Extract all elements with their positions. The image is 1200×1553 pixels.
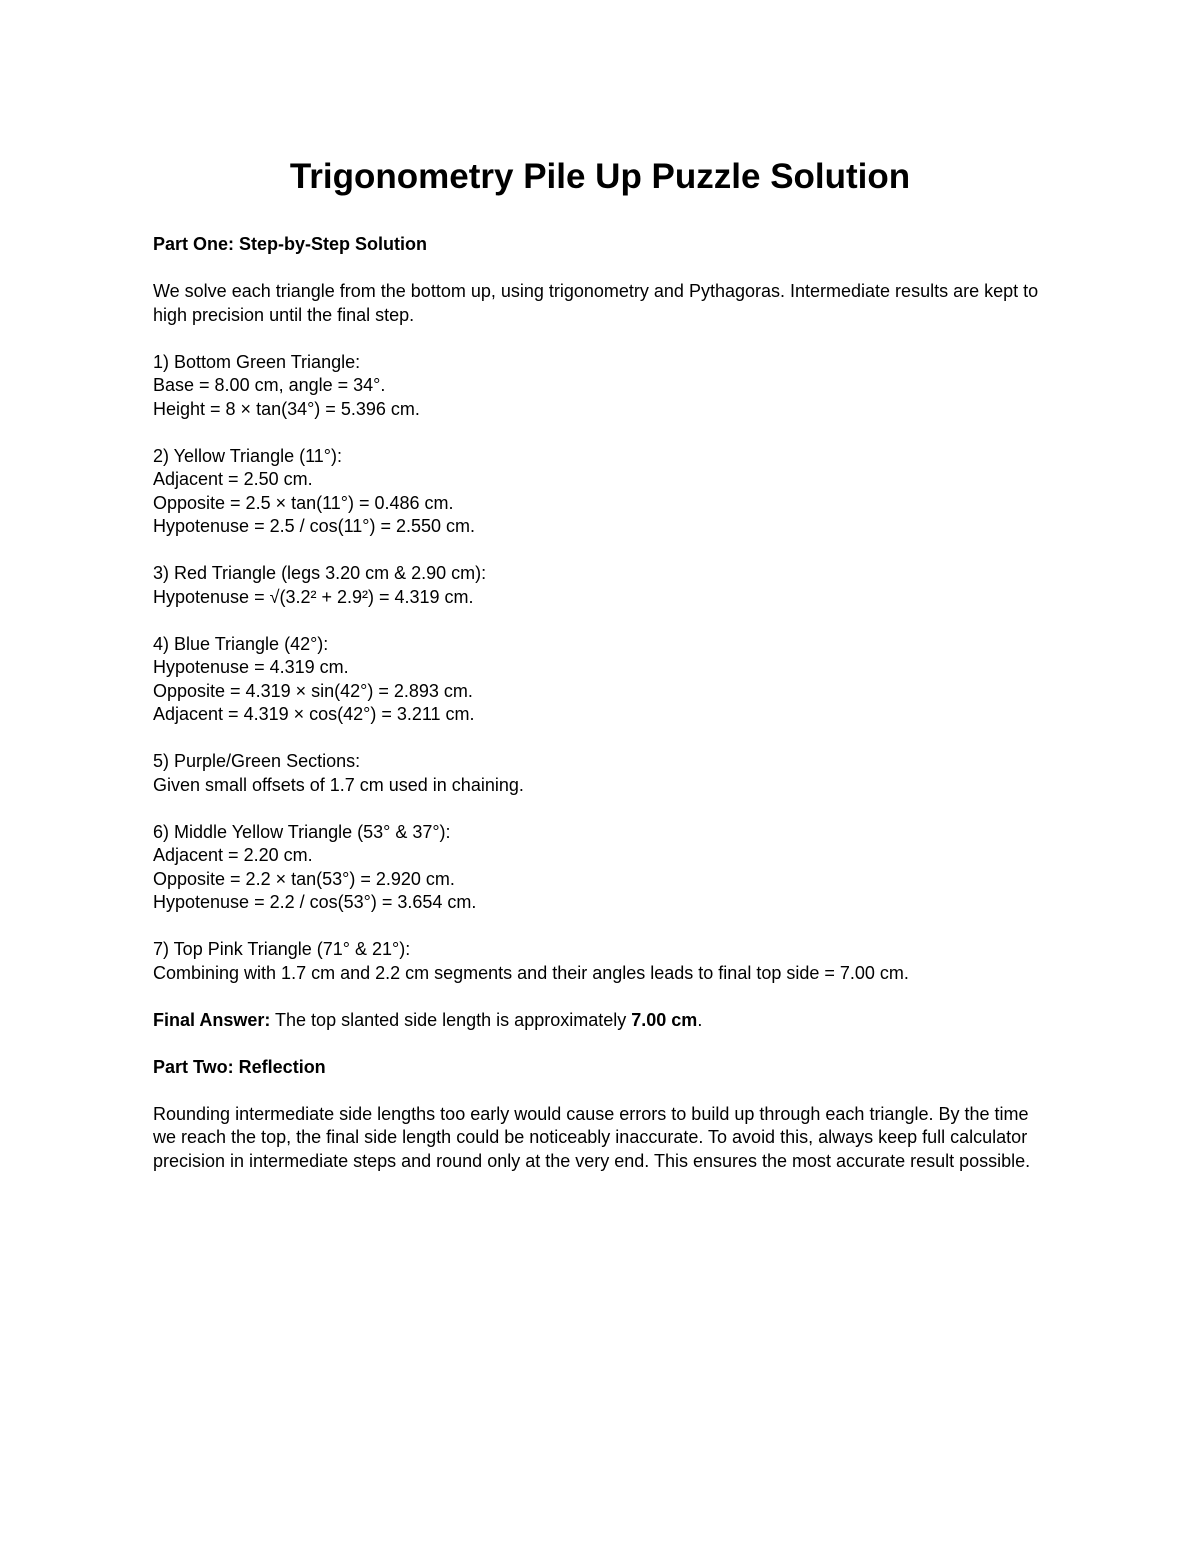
step-line: Height = 8 × tan(34°) = 5.396 cm. <box>153 398 420 419</box>
document-title: Trigonometry Pile Up Puzzle Solution <box>289 157 911 196</box>
reflection-paragraph: Rounding intermediate side lengths too early would cause errors to build up through each triangle. By the time we reach the top, the final side length could be noticeably inaccurate. To avoid this, always keep full calculator precision in intermediate steps and round only at the very end. This ensures the most accurate result possible. <box>153 1103 1031 1171</box>
step-4 <box>153 633 1053 727</box>
final-answer-label: Final Answer: <box>153 1009 271 1030</box>
step-heading: 1) Bottom Green Triangle: <box>153 351 361 372</box>
step-line: Hypotenuse = 2.2 / cos(53°) = 3.654 cm. <box>153 892 477 912</box>
step-heading: 7) Top Pink Triangle (71° & 21°): <box>153 939 411 959</box>
step-1 <box>153 351 1053 422</box>
step-heading: 2) Yellow Triangle (11°): <box>153 445 342 466</box>
step-line: Base = 8.00 cm, angle = 34°. <box>153 375 386 395</box>
step-line: Combining with 1.7 cm and 2.2 cm segments and their angles leads to final top side = 7.00 cm. <box>153 962 909 983</box>
step-line: Hypotenuse = 2.5 / cos(11°) = 2.550 cm. <box>153 516 476 536</box>
step-line: Adjacent = 2.20 cm. <box>153 845 313 865</box>
step-7 <box>153 938 1053 985</box>
final-answer <box>153 1009 1053 1033</box>
step-heading: 4) Blue Triangle (42°): <box>153 633 329 654</box>
step-line: Hypotenuse = √(3.2² + 2.9²) = 4.319 cm. <box>153 586 474 607</box>
step-line: Adjacent = 2.50 cm. <box>153 469 313 489</box>
step-heading: 3) Red Triangle (legs 3.20 cm & 2.90 cm): <box>153 563 487 583</box>
step-5 <box>153 750 1053 797</box>
final-answer-value: 7.00 cm <box>631 1009 698 1030</box>
step-heading: 5) Purple/Green Sections: <box>153 751 361 771</box>
step-line: Opposite = 4.319 × sin(42°) = 2.893 cm. <box>153 680 473 701</box>
part-one-heading: Part One: Step-by-Step Solution <box>153 234 428 254</box>
final-answer-suffix: . <box>697 1009 703 1030</box>
step-3 <box>153 562 1053 609</box>
final-answer-text: The top slanted side length is approximately <box>270 1009 632 1030</box>
intro-paragraph: We solve each triangle from the bottom up, using trigonometry and Pythagoras. Intermediate results are kept to high precision until the final step. <box>153 281 1039 325</box>
step-6 <box>153 821 1053 915</box>
step-line: Opposite = 2.2 × tan(53°) = 2.920 cm. <box>153 868 455 889</box>
step-line: Adjacent = 4.319 × cos(42°) = 3.211 cm. <box>153 704 475 724</box>
document-body <box>153 233 1053 1197</box>
step-heading: 6) Middle Yellow Triangle (53° & 37°): <box>153 821 451 842</box>
step-line: Opposite = 2.5 × tan(11°) = 0.486 cm. <box>153 492 454 513</box>
step-line: Given small offsets of 1.7 cm used in chaining. <box>153 774 524 795</box>
part-two-heading: Part Two: Reflection <box>153 1056 326 1077</box>
step-line: Hypotenuse = 4.319 cm. <box>153 657 349 677</box>
step-2 <box>153 445 1053 539</box>
